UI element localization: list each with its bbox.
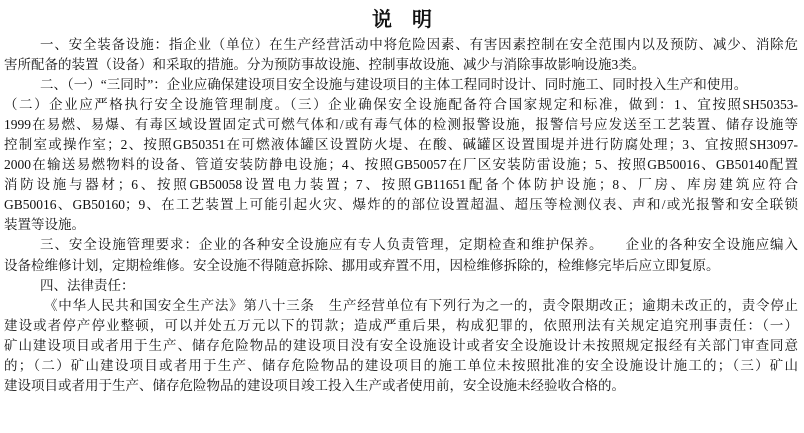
section-safety-equipment (4, 35, 798, 75)
paragraph-line: 建设项目或者用于生产、储存危险物品的建设项目竣工投入生产或者使用前，安全设施未经验收合格的。 (4, 377, 625, 393)
paragraph-line: 矿山建设项目或者用于生产、储存危险物品的建设项目没有安全设施设计或者安全设施设计未按照规定报经有关部门审查同意 (4, 337, 798, 353)
section-legal-responsibility-heading (4, 276, 798, 296)
paragraph-line: 1999在易燃、易爆、有毒区域设置固定式可燃气体和/或有毒气体的检测报警设施，报警信号应发送至工艺装置、储存设施等 (4, 117, 798, 133)
paragraph-line: 2000在输送易燃物料的设备、管道安装防静电设施；4、按照GB50057在厂区安装防雷设施；5、按照GB50016、GB50140配置 (4, 157, 798, 173)
paragraph-line: 二、（一）“三同时”：企业应确保建设项目安全设施与建设项目的主体工程同时设计、同时施工、同时投入生产和使用。 (40, 77, 748, 93)
paragraph-line: GB50016、GB50160；9、在工艺装置上可能引起火灾、爆炸的的部位设置超温、超压等检测仪表、声和/或光报警和安全联锁 (4, 197, 798, 213)
paragraph-line: 建设或者停产停业整顿，可以并处五万元以下的罚款；造成严重后果，构成犯罪的，依照刑法有关规定追究刑事责任：（一） (4, 317, 798, 333)
paragraph-line: （二）企业应严格执行安全设施管理制度。（三）企业确保安全设施配备符合国家规定和标准，做到：1、宜按照SH50353- (4, 97, 798, 113)
paragraph-line: 三、安全设施管理要求：企业的各种安全设施应有专人负责管理，定期检查和维护保养。 企业的各种安全设施应编入 (40, 237, 798, 253)
section-three-simultaneous (4, 75, 798, 95)
section-management-system (4, 95, 798, 235)
paragraph-line: 害所配备的装置（设备）和采取的措施。分为预防事故设施、控制事故设施、减少与消除事故影响设施3类。 (4, 57, 646, 73)
paragraph-line: 装置等设施。 (4, 217, 85, 233)
section-heading: 四、法律责任： (40, 277, 135, 293)
paragraph-line: 一、安全装备设施：指企业（单位）在生产经营活动中将危险因素、有害因素控制在安全范围内以及预防、减少、消除危 (40, 37, 798, 52)
paragraph-line: 《中华人民共和国安全生产法》第八十三条 生产经营单位有下列行为之一的，责令限期改正；逾期未改正的，责令停止 (44, 297, 798, 313)
paragraph-line: 消防设施与器材；6、按照GB50058设置电力装置；7、按照GB11651配备个体防护设施；8、厂房、库房建筑应符合 (4, 177, 798, 193)
paragraph-line: 设备检维修计划，定期检维修。安全设施不得随意拆除、挪用或弃置不用，因检维修拆除的，检维修完毕后应立即复原。 (4, 257, 720, 273)
document-body (4, 35, 798, 396)
section-legal-responsibility (4, 296, 798, 396)
section-management-requirements (4, 235, 798, 275)
paragraph-line: 的；（二）矿山建设项目或者用于生产、储存危险物品的建设项目的施工单位未按照批准的安全设施设计施工的；（三）矿山 (4, 357, 798, 373)
page-title: 说 明 (372, 9, 432, 31)
paragraph-line: 控制室或操作室；2、按照GB50351在可燃液体罐区设置防火堤、在酸、碱罐区设置围堤并进行防腐处理；3、宜按照SH3097- (4, 137, 798, 153)
